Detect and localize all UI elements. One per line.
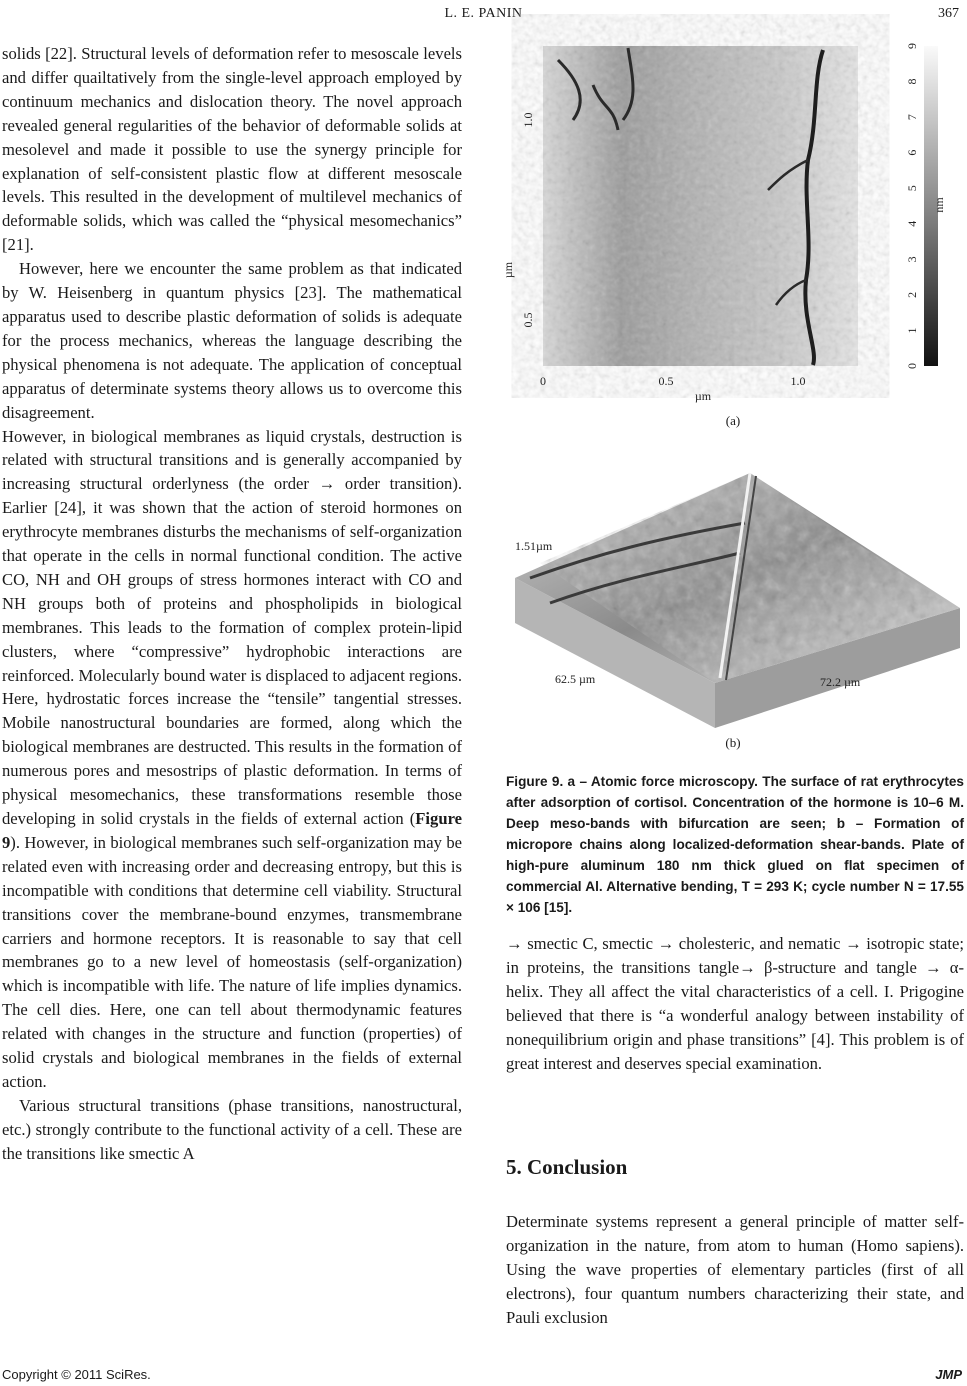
scale-tick-0: 0 <box>905 363 919 369</box>
x-tick-0.5: 0.5 <box>658 374 674 388</box>
paragraph-1: solids [22]. Structural levels of deformation refer to mesoscale levels and differ quailtatively from the single-level approach employed by continuum mechanics and dislocation theory. The novel approach revealed general regularities of the behavior of deformable solids at mesolevel and made it possible to use the synergy principle for explanation of self-consistent plastic flow at different mesoscale levels. This resulted in the development of multilevel mechanics of deformable solids, which was called the “physical mesomechanics” [21]. <box>2 44 462 255</box>
figure-9-caption: Figure 9. a – Atomic force microscopy. The surface of rat erythrocytes after adsorption of cortisol. Concentration of the hormone is 10–6 M. Deep meso-bands with bifurcation are seen; b – Formation of micropore chains along localized-deformation shear-bands. Plate of high-pure aluminum 180 nm thick glued on flat specimen of commercial Al. Alternative bending, T = 293 K; cycle number N = 17.55 × 106 [15]. <box>506 774 964 915</box>
shear-band-3d-surface <box>510 458 965 740</box>
right-paragraph: → smectic C, smectic → cholesteric, and nematic → isotropic state; in proteins, the transitions tangle→ β-structure and tangle → α-helix. They all affect the vital characteristics of a cell. I. Prigogine believed that there is “a wonderful analogy between instability of nonequilibrium origin and phase transitions” [4]. This problem is of great interest and deserves special examination. <box>506 934 964 1073</box>
y-tick-1.0: 1.0 <box>521 112 535 128</box>
scale-tick-9: 9 <box>905 43 919 49</box>
y-axis-unit: µm <box>501 261 515 279</box>
scale-tick-6: 6 <box>905 149 919 156</box>
paragraph-2: However, here we encounter the same problem as that indicated by W. Heisenberg in quantum physics [23]. The mathematical apparatus used to describe plastic deformation of solids is adequate for the process mechanics, whereas the language describing the physical phenomena is not adequate. The application of conceptual apparatus of determinate systems theory allows us to overcome this disagreement. <box>2 259 462 422</box>
scale-tick-5: 5 <box>905 185 919 192</box>
figure-a-label: (a) <box>725 413 741 428</box>
scale-unit-label: nm <box>932 197 946 213</box>
page-header <box>0 6 967 26</box>
scale-tick-1: 1 <box>905 327 919 334</box>
x-axis-unit: µm <box>694 389 712 403</box>
left-column <box>2 42 462 1166</box>
scale-tick-8: 8 <box>905 78 919 85</box>
paragraph-4: Various structural transitions (phase transitions, nanostructural, etc.) strongly contribute to the functional activity of a cell. These are the transitions like smectic A <box>2 1095 462 1163</box>
scale-tick-7: 7 <box>905 114 919 121</box>
x-tick-0: 0 <box>540 374 546 388</box>
paragraph-3-tail: ). However, in biological membranes such self-organization may be related even with increasing order and decreasing entropy, but this is incompatible with conditions that determine cell viability. Structural transitions cover the membrane-bound enzymes, transmembrane carriers and hormone receptors. It is reasonable to say that cell membranes go to a new level of homeostasis (self-organization) which is incompatible with life. The nature of life implies dynamics. The cell dies. Here, one can tell about thermodynamic features related with changes in the structure and function (properties) of solid crystals and biological membranes in the fields of external action. <box>2 832 462 1091</box>
page-footer <box>2 1367 962 1382</box>
page-number: 367 <box>938 6 959 21</box>
section-heading: 5. Conclusion <box>506 1155 628 1179</box>
running-author: L. E. PANIN <box>444 6 523 21</box>
figure-9-reference[interactable]: Figure 9 <box>2 809 462 852</box>
copyright: Copyright © 2011 SciRes. <box>2 1367 151 1382</box>
y-tick-0.5: 0.5 <box>521 312 535 328</box>
figure-9b <box>510 458 965 740</box>
paragraph-3 <box>2 425 462 1094</box>
x-tick-1.0: 1.0 <box>790 374 806 388</box>
scale-tick-3: 3 <box>905 256 919 263</box>
left-dimension-label: 62.5 µm <box>555 672 596 686</box>
journal-abbrev: JMP <box>935 1367 962 1382</box>
right-dimension-label: 72.2 µm <box>820 675 861 689</box>
figure-9a <box>501 40 958 403</box>
scale-tick-labels <box>905 43 919 369</box>
conclusion-paragraph: Determinate systems represent a general principle of matter self-organization in the nature, from atom to human (Homo sapiens). Using the wave properties of elementary particles (first of all electrons), four quantum numbers characterizing their state, and Pauli exclusion <box>506 1212 964 1327</box>
right-column <box>506 932 964 1076</box>
scale-tick-4: 4 <box>905 220 919 227</box>
afm-surface-map <box>501 40 958 403</box>
paragraph-3-text: However, in biological membranes as liquid crystals, destruction is related with structural transitions and is generally accompanied by increasing structural orderlyness (the order → order transition). Earlier [24], it was shown that the action of steroid hormones on erythrocyte membranes disturbs the mechanisms of self-organization that operate in the cells in normal functional condition. The active CO, NH and OH groups of stress hormones interact with CO and NH groups both of proteins and phospholipids in biological membranes. This leads to the formation of complex protein-lipid clusters, where “compressive” hydrophobic interactions are reinforced. Molecularly bound water is displaced to adjacent regions. Here, hydrostatic forces increase the “tensile” tangential stresses. Mobile nanostructural boundaries are formed, along which the biological membranes are destructed. This results in the formation of numerous pores and mesostrips of plastic deformation. In terms of physical mesomechanics, these transformations resemble those developing in solid crystals in the fields of external action ( <box>2 426 462 828</box>
height-label: 1.51µm <box>515 539 553 553</box>
scale-tick-2: 2 <box>905 291 919 298</box>
figure-b-label: (b) <box>725 735 741 750</box>
